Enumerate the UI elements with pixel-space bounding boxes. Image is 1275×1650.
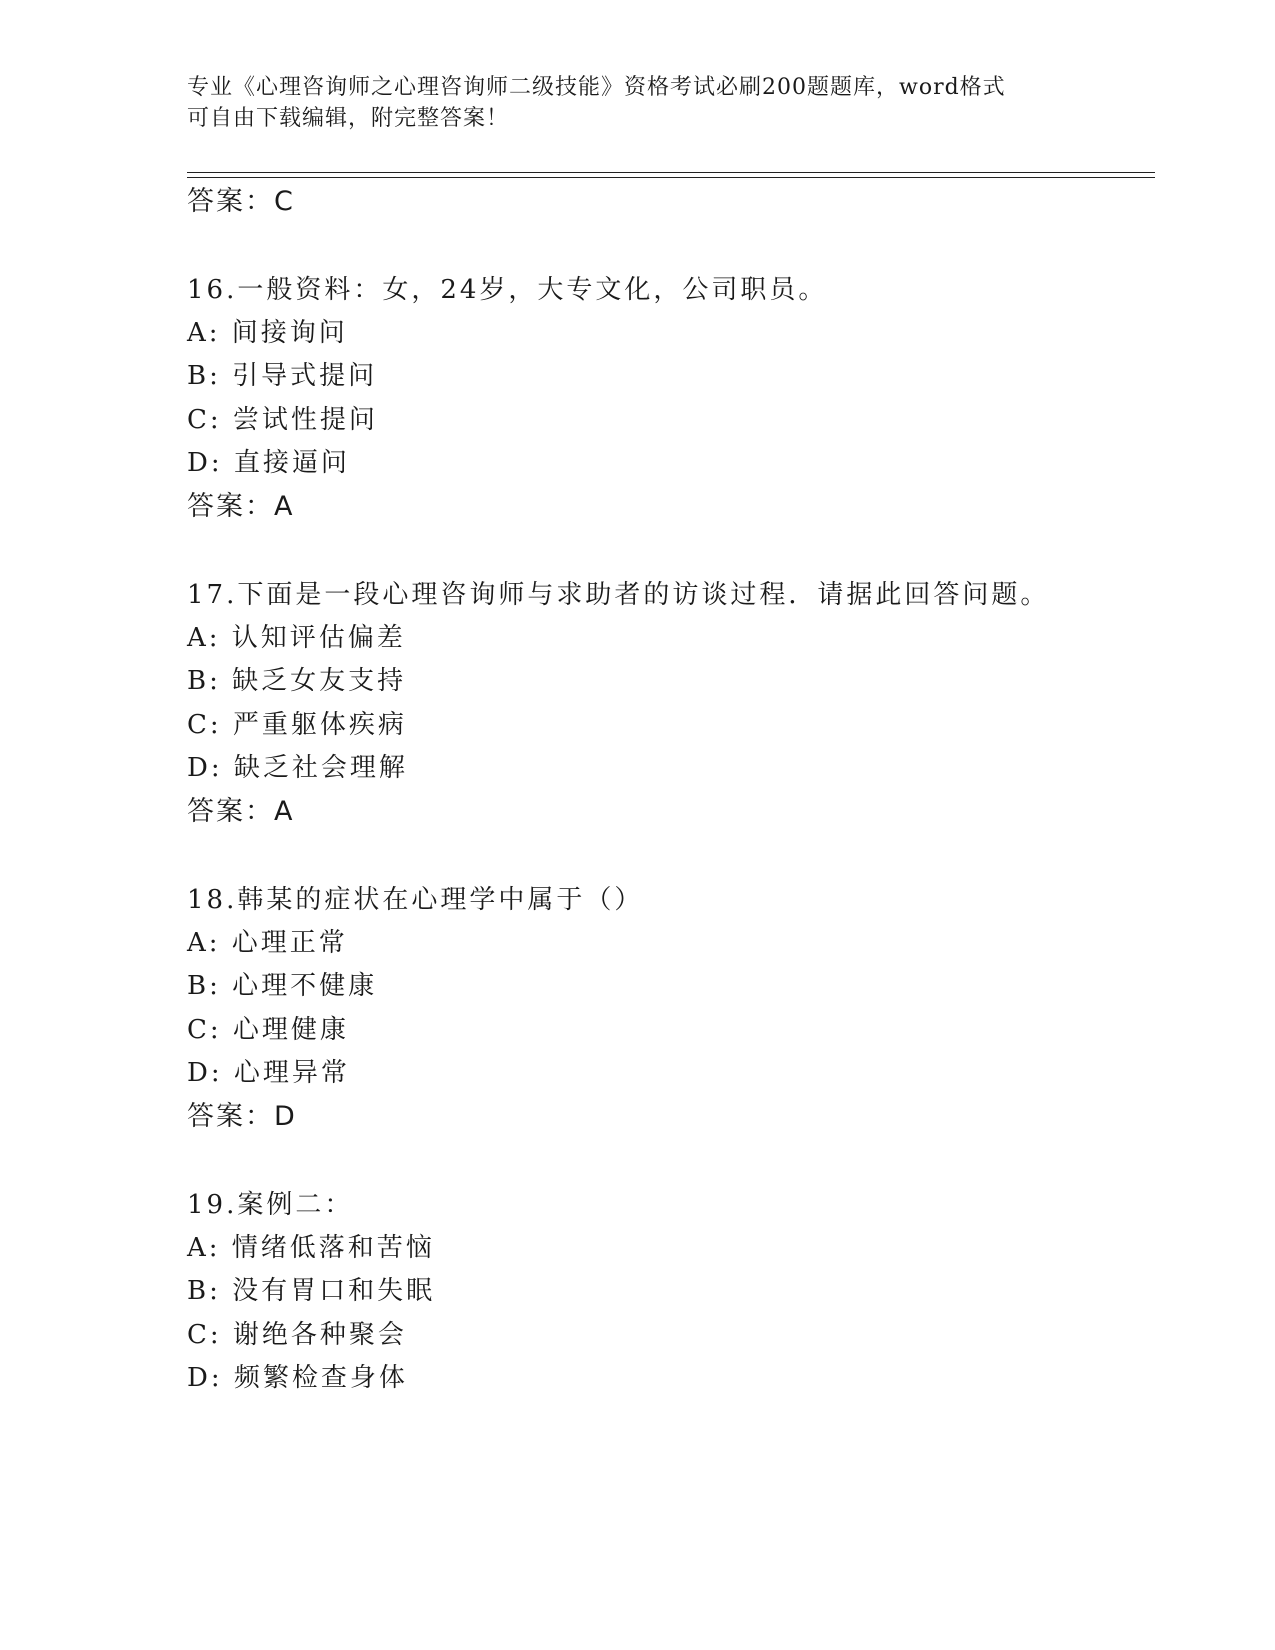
header-rule-top: [187, 172, 1155, 173]
header-line-2: 可自由下载编辑，附完整答案！: [187, 106, 510, 131]
question-17-answer: 答案：A: [187, 796, 295, 827]
question-16-option-c: C: 尝试性提问: [187, 405, 378, 435]
question-19-option-c: C: 谢绝各种聚会: [187, 1320, 407, 1350]
question-18: 18.韩某的症状在心理学中属于（）: [187, 885, 644, 915]
question-16: 16.一般资料：女，24岁，大专文化，公司职员。: [187, 275, 828, 305]
question-17: 17.下面是一段心理咨询师与求助者的访谈过程．请据此回答问题。: [187, 580, 1050, 610]
question-17-option-d: D: 缺乏社会理解: [187, 753, 408, 783]
question-19-option-d: D: 频繁检查身体: [187, 1363, 408, 1393]
question-17-option-c: C: 严重躯体疾病: [187, 710, 407, 740]
question-19-option-a: A: 情绪低落和苦恼: [187, 1233, 435, 1263]
previous-answer: 答案：C: [187, 186, 295, 217]
question-18-option-d: D: 心理异常: [187, 1058, 350, 1088]
question-19: 19.案例二：: [187, 1190, 354, 1220]
question-17-option-a: A: 认知评估偏差: [187, 623, 406, 653]
question-17-option-b: B: 缺乏女友支持: [187, 666, 407, 696]
question-16-option-b: B: 引导式提问: [187, 361, 378, 391]
question-18-option-a: A: 心理正常: [187, 928, 348, 958]
question-18-option-c: C: 心理健康: [187, 1015, 349, 1045]
question-16-option-d: D: 直接逼问: [187, 448, 350, 478]
header-rule-bottom: [187, 177, 1155, 178]
header-line-1: 专业《心理咨询师之心理咨询师二级技能》资格考试必刷200题题库，word格式: [187, 75, 1006, 100]
question-18-option-b: B: 心理不健康: [187, 971, 378, 1001]
question-18-answer: 答案：D: [187, 1101, 297, 1132]
question-16-option-a: A: 间接询问: [187, 318, 348, 348]
question-16-answer: 答案：A: [187, 491, 295, 522]
question-19-option-b: B: 没有胃口和失眠: [187, 1276, 436, 1306]
